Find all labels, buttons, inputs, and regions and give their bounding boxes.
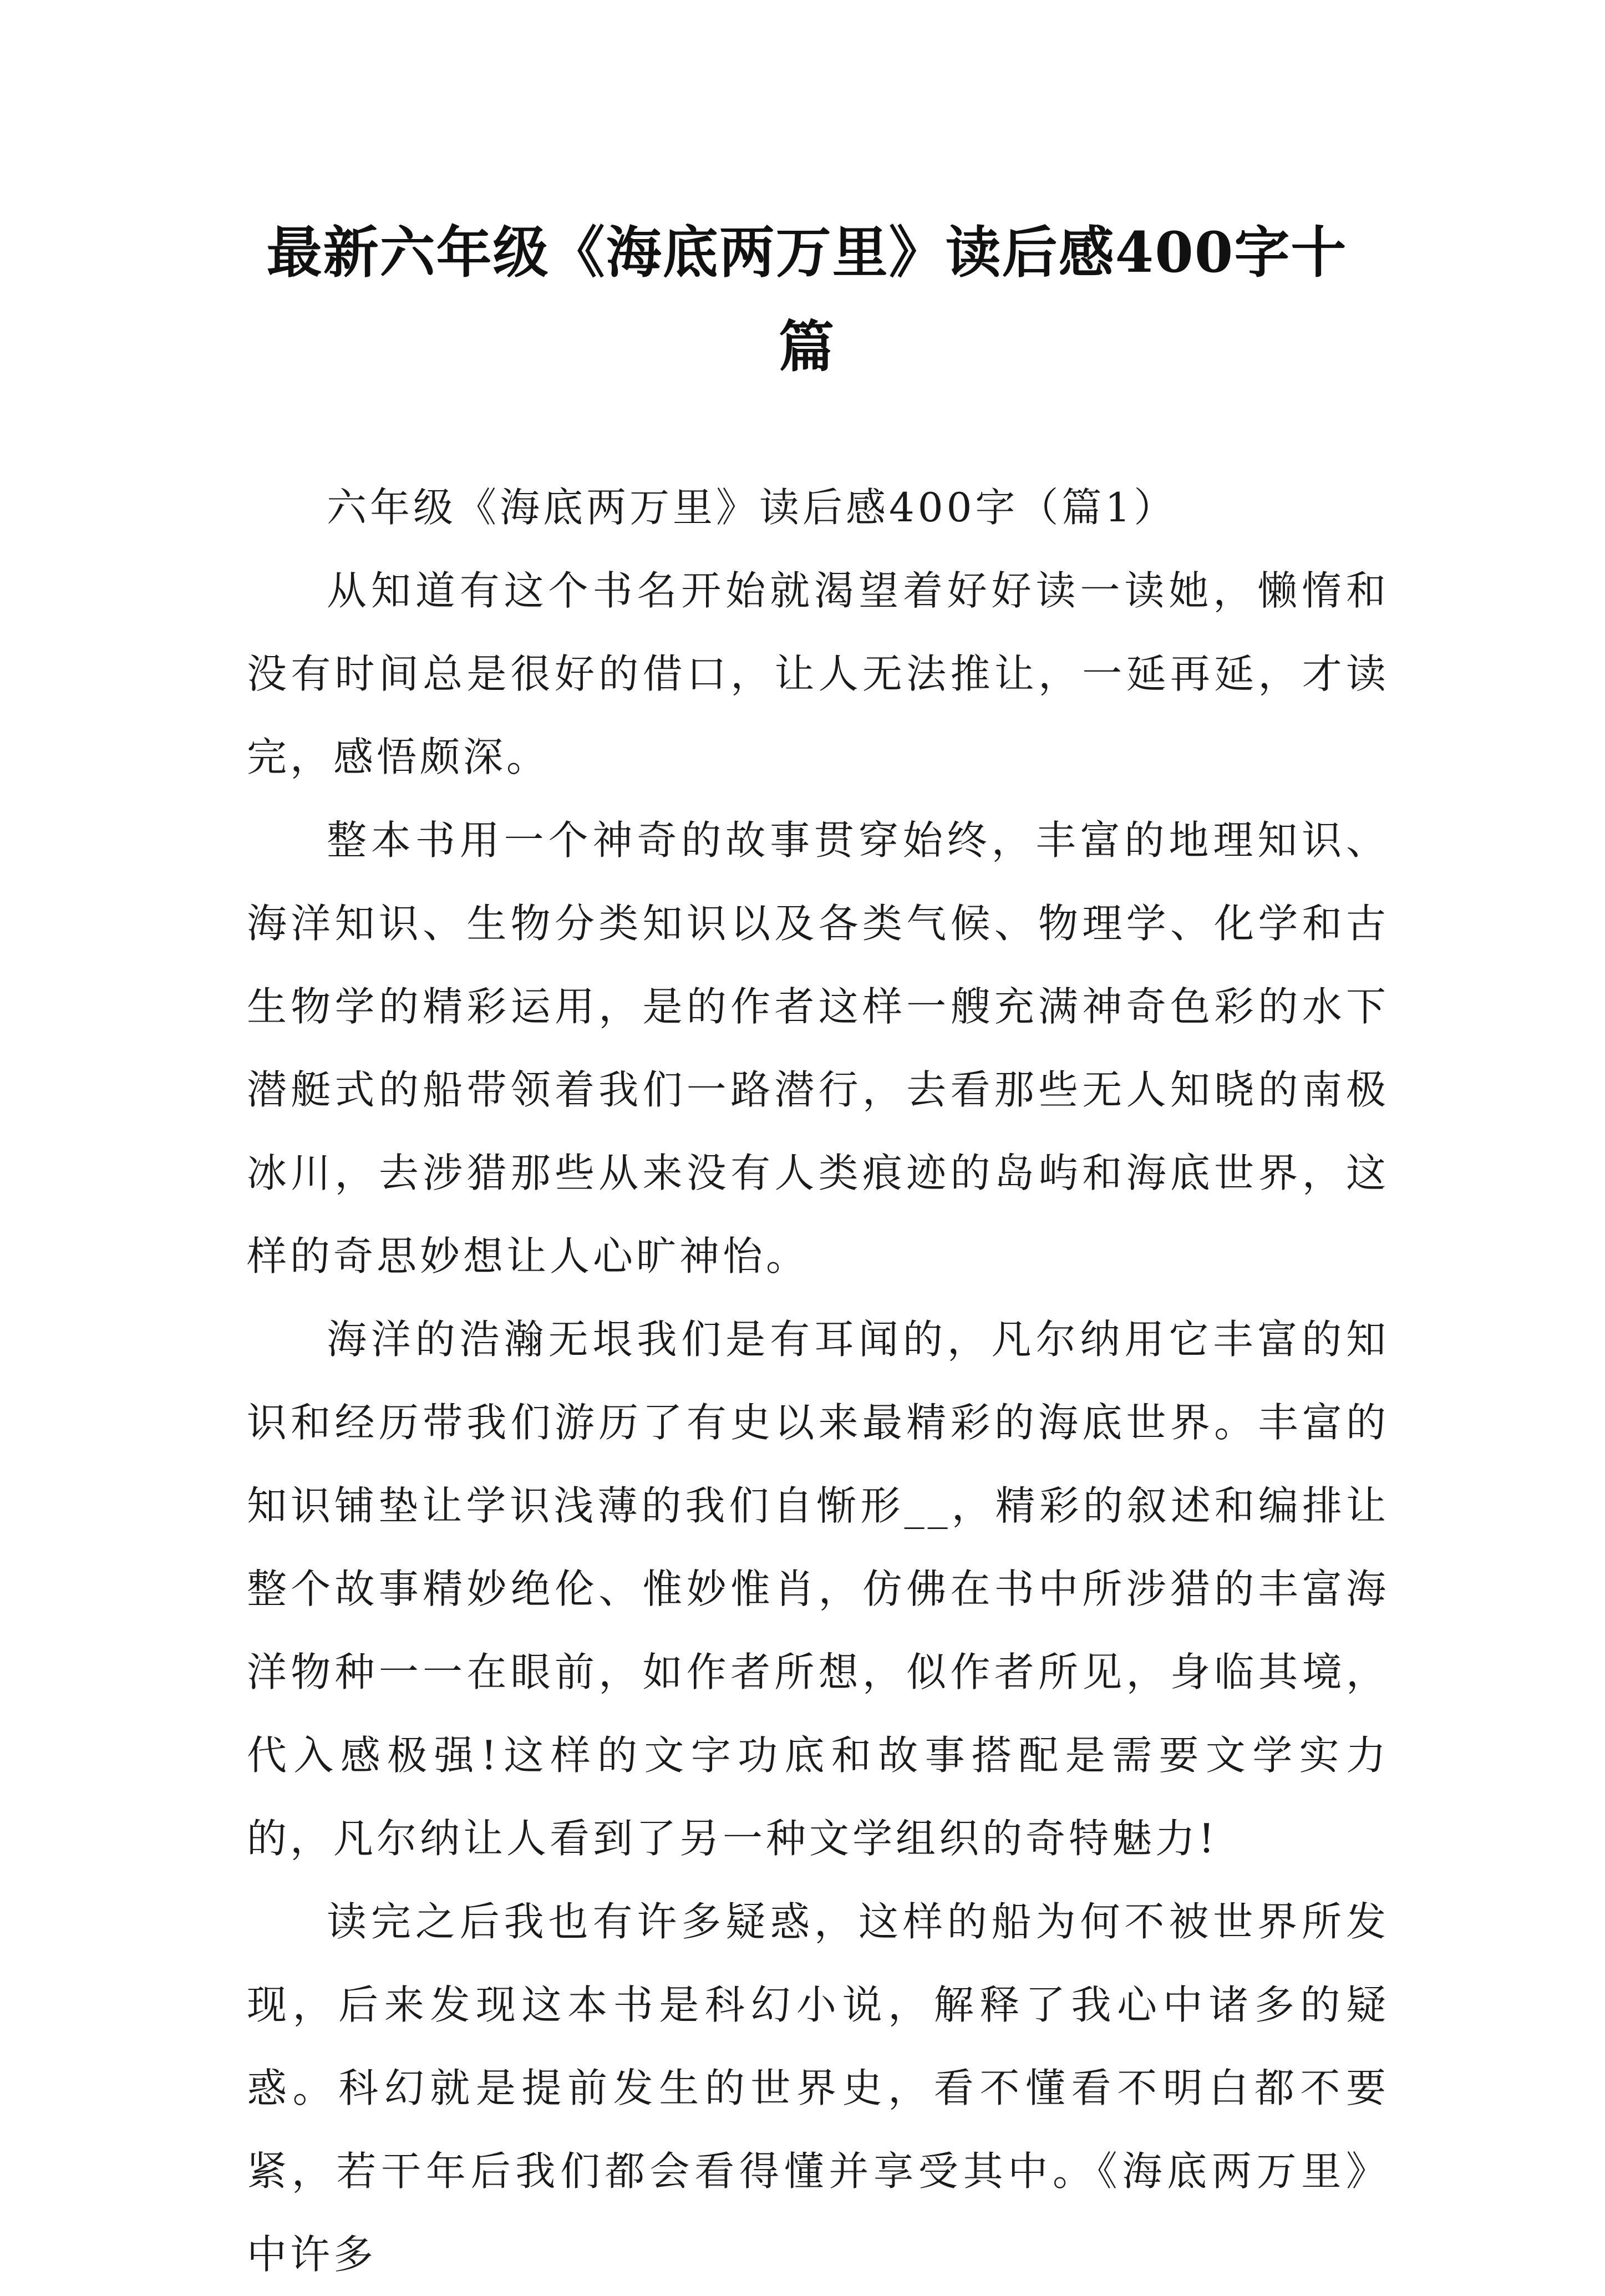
paragraph: 读完之后我也有许多疑惑，这样的船为何不被世界所发现，后来发现这本书是科幻小说，解释了我心中诸多的疑惑。科幻就是提前发生的世界史，看不懂看不明白都不要紧，若干年后我们都会看得懂并享受其中。《海底两万里》中许多 xyxy=(247,1898,1389,2278)
paragraph: 海洋的浩瀚无垠我们是有耳闻的，凡尔纳用它丰富的知识和经历带我们游历了有史以来最精彩的海底世界。丰富的知识铺垫让学识浅薄的我们自惭形__，精彩的叙述和编排让整个故事精妙绝伦、惟妙惟肖，仿佛在书中所涉猎的丰富海洋物种一一在眼前，如作者所想，似作者所见，身临其境，代入感极强!这样的文字功底和故事搭配是需要文学实力的，凡尔纳让人看到了另一种文学组织的奇特魅力! xyxy=(247,1316,1389,1862)
section-heading: 六年级《海底两万里》读后感400字（篇1） xyxy=(327,484,1177,531)
document-title: 最新六年级《海底两万里》读后感400字十篇 xyxy=(266,220,1348,379)
paragraph: 整本书用一个神奇的故事贯穿始终，丰富的地理知识、海洋知识、生物分类知识以及各类气候、物理学、化学和古生物学的精彩运用，是的作者这样一艘充满神奇色彩的水下潜艇式的船带领着我们一路潜行，去看那些无人知晓的南极冰川，去涉猎那些从来没有人类痕迹的岛屿和海底世界，这样的奇思妙想让人心旷神怡。 xyxy=(247,817,1389,1279)
document-body xyxy=(247,466,1389,2296)
paragraph: 从知道有这个书名开始就渴望着好好读一读她，懒惰和没有时间总是很好的借口，让人无法推让，一延再延，才读完，感悟颇深。 xyxy=(247,567,1389,780)
